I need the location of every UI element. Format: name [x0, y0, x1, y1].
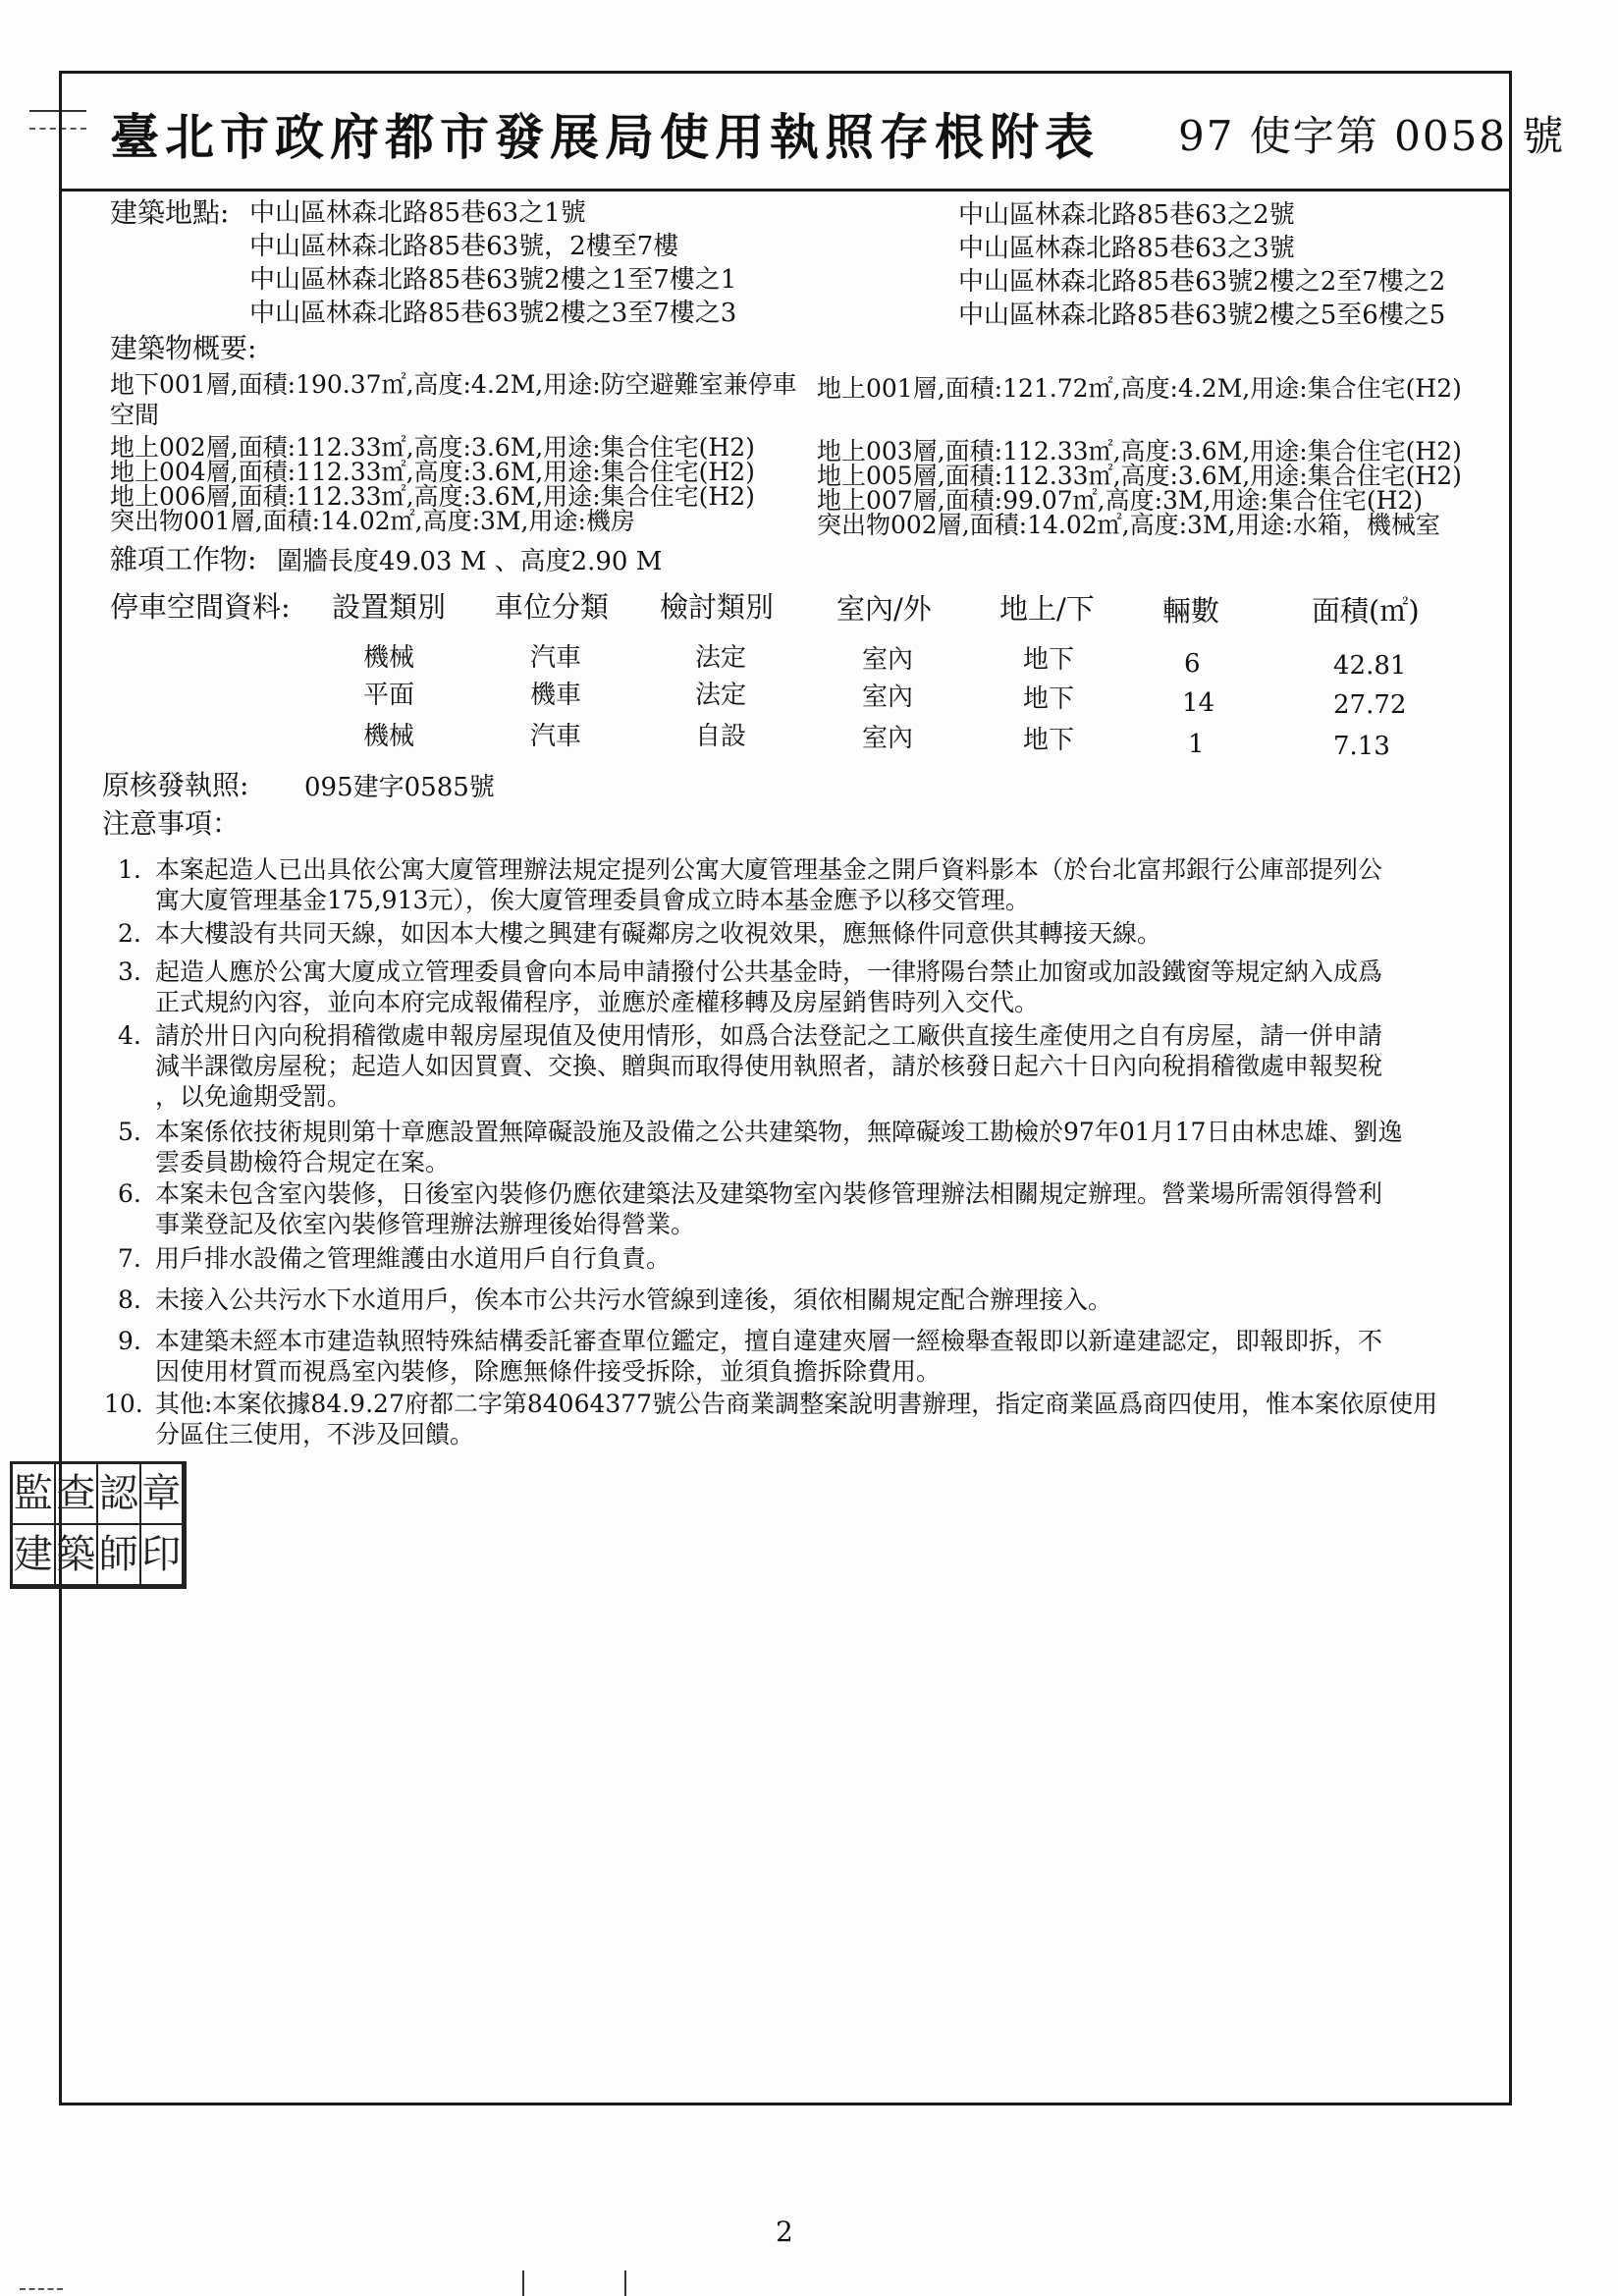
- note-item: [118, 1020, 1512, 1112]
- parking-cell: 機械: [363, 722, 415, 751]
- page-number: 2: [776, 2215, 793, 2248]
- note-line: 本案起造人已出具依公寓大廈管理辦法規定提列公寓大廈管理基金之開戶資料影本（於台北富邦銀行公庫部提列公: [155, 855, 1383, 884]
- note-line: 因使用材質而視爲室內裝修，除應無條件接受拆除，並須負擔拆除費用。: [155, 1357, 942, 1386]
- parking-cell: 機械: [363, 643, 415, 673]
- address-line: 中山區林森北路85巷63號2樓之1至7樓之1: [249, 265, 737, 295]
- parking-cell: 地下: [1023, 645, 1075, 675]
- note-item: [118, 1243, 1512, 1274]
- note-item: [118, 854, 1512, 915]
- parking-header: 面積(㎡): [1312, 594, 1420, 628]
- parking-header: 車位分類: [495, 590, 610, 624]
- address-line: 中山區林森北路85巷63之3號: [958, 234, 1295, 263]
- note-line: 分區住三使用，不涉及回饋。: [155, 1420, 475, 1449]
- seal-char: 建: [13, 1525, 56, 1586]
- floor-spec: 地上004層,面積:112.33㎡,高度:3.6M,用途:集合住宅(H2): [110, 458, 755, 486]
- scan-artifact-tick: [522, 2270, 524, 2296]
- note-item: [118, 1285, 1512, 1315]
- parking-cell: 27.72: [1333, 690, 1407, 720]
- parking-cell: 平面: [363, 681, 415, 710]
- floor-spec: 突出物002層,面積:14.02㎡,高度:3M,用途:水箱，機械室: [817, 511, 1440, 539]
- parking-header: 室內/外: [836, 592, 932, 626]
- parking-cell: 地下: [1023, 684, 1075, 714]
- parking-cell: 6: [1184, 649, 1201, 679]
- note-line: 其他:本案依據84.9.27府都二字第84064377號公告商業調整案說明書辦理，指定商業區爲商四使用，惟本案依原使用: [155, 1390, 1438, 1418]
- misc-works-value: 圍牆長度49.03 M 、高度2.90 M: [277, 547, 663, 576]
- parking-cell: 42.81: [1333, 651, 1407, 681]
- floor-spec: 空間: [110, 401, 160, 429]
- seal-char: 築: [56, 1525, 99, 1586]
- note-line: 本案未包含室內裝修，日後室內裝修仍應依建築法及建築物室內裝修管理辦法相關規定辦理。營業場所需領得營利: [155, 1179, 1383, 1208]
- note-number: 4.: [118, 1021, 141, 1050]
- permit-number: 97 使字第 0058 號: [1178, 112, 1566, 160]
- note-line: 用戶排水設備之管理維護由水道用戶自行負責。: [155, 1244, 672, 1273]
- seal-char: 認: [98, 1464, 141, 1525]
- address-line: 中山區林森北路85巷63號，2樓至7樓: [249, 232, 679, 261]
- parking-cell: 7.13: [1333, 732, 1390, 761]
- floor-spec: 地上005層,面積:112.33㎡,高度:3.6M,用途:集合住宅(H2): [817, 462, 1462, 490]
- note-line: 減半課徵房屋稅；起造人如因買賣、交換、贈與而取得使用執照者，請於核發日起六十日內向稅捐稽徵處申報契稅: [155, 1052, 1383, 1080]
- original-permit-value: 095建字0585號: [304, 773, 495, 802]
- note-item: [118, 1326, 1512, 1387]
- seal-char: 查: [56, 1464, 99, 1525]
- scan-artifact-dash: [20, 2288, 63, 2290]
- note-line: 本案係依技術規則第十章應設置無障礙設施及設備之公共建築物，無障礙竣工勘檢於97年01月17日由林忠雄、劉逸: [155, 1118, 1403, 1146]
- note-number: 1.: [118, 855, 141, 884]
- building-overview-label: 建築物概要:: [110, 332, 257, 364]
- parking-cell: 14: [1182, 688, 1215, 718]
- floor-spec: 突出物001層,面積:14.02㎡,高度:3M,用途:機房: [110, 507, 635, 535]
- note-line: 本大樓設有共同天線，如因本大樓之興建有礙鄰房之收視效果，應無條件同意供其轉接天線。: [155, 919, 1162, 948]
- parking-header: 設置類別: [332, 590, 447, 624]
- address-label: 建築地點:: [110, 196, 230, 229]
- seal-char: 章: [141, 1464, 185, 1525]
- parking-header: 輛數: [1162, 594, 1220, 628]
- parking-cell: 室內: [862, 724, 914, 753]
- floor-spec: 地上003層,面積:112.33㎡,高度:3.6M,用途:集合住宅(H2): [817, 437, 1462, 465]
- parking-cell: 法定: [695, 643, 747, 673]
- parking-header: 檢討類別: [660, 590, 775, 624]
- note-line: 未接入公共污水下水道用戶，俟本市公共污水管線到達後，須依相關規定配合辦理接入。: [155, 1285, 1113, 1314]
- note-number: 7.: [118, 1244, 141, 1273]
- note-number: 5.: [118, 1118, 141, 1146]
- address-line: 中山區林森北路85巷63號2樓之3至7樓之3: [249, 299, 737, 328]
- floor-spec: 地上006層,面積:112.33㎡,高度:3.6M,用途:集合住宅(H2): [110, 482, 755, 511]
- parking-cell: 汽車: [530, 643, 582, 673]
- floor-spec: 地上001層,面積:121.72㎡,高度:4.2M,用途:集合住宅(H2): [817, 374, 1462, 403]
- note-number: 8.: [118, 1285, 141, 1314]
- note-item: [104, 1389, 1512, 1449]
- parking-cell: 地下: [1023, 726, 1075, 755]
- address-line: 中山區林森北路85巷63之2號: [958, 200, 1295, 230]
- note-item: [118, 1117, 1512, 1177]
- seal-char: 師: [98, 1525, 141, 1586]
- seal-char: 監: [13, 1464, 56, 1525]
- seal-char: 印: [141, 1525, 185, 1586]
- note-number: 9.: [118, 1327, 141, 1355]
- parking-cell: 機車: [530, 681, 582, 710]
- note-item: [118, 918, 1512, 949]
- parking-cell: 法定: [695, 681, 747, 710]
- note-item: [118, 1178, 1512, 1239]
- note-line: 請於卅日內向稅捐稽徵處申報房屋現值及使用情形，如爲合法登記之工廠供直接生產使用之自有房屋，請一併申請: [155, 1021, 1383, 1050]
- note-line: 事業登記及依室內裝修管理辦法辦理後始得營業。: [155, 1210, 696, 1238]
- scan-artifact-tick: [624, 2270, 626, 2296]
- note-line: ，以免逾期受罰。: [155, 1082, 352, 1111]
- parking-label: 停車空間資料:: [110, 590, 291, 624]
- note-item: [118, 957, 1512, 1017]
- official-seal-stamp: [10, 1461, 187, 1589]
- note-line: 正式規約內容，並向本府完成報備程序，並應於產權移轉及房屋銷售時列入交代。: [155, 988, 1040, 1016]
- note-number: 6.: [118, 1179, 141, 1208]
- note-number: 3.: [118, 957, 141, 986]
- parking-cell: 汽車: [530, 722, 582, 751]
- address-line: 中山區林森北路85巷63號2樓之5至6樓之5: [958, 301, 1446, 330]
- misc-works-label: 雜項工作物:: [110, 543, 257, 575]
- parking-cell: 1: [1188, 730, 1205, 759]
- floor-spec: 地上007層,面積:99.07㎡,高度:3M,用途:集合住宅(H2): [817, 486, 1424, 515]
- parking-cell: 自設: [695, 722, 747, 751]
- floor-spec: 地下001層,面積:190.37㎡,高度:4.2M,用途:防空避難室兼停車: [110, 370, 797, 399]
- note-line: 雲委員勘檢符合規定在案。: [155, 1148, 451, 1176]
- document-title: 臺北市政府都市發展局使用執照存根附表: [110, 108, 1100, 166]
- address-line: 中山區林森北路85巷63號2樓之2至7樓之2: [958, 267, 1446, 297]
- parking-cell: 室內: [862, 683, 914, 712]
- note-line: 起造人應於公寓大廈成立管理委員會向本局申請撥付公共基金時，一律將陽台禁止加窗或加設鐵窗等規定納入成爲: [155, 957, 1383, 986]
- note-line: 本建築未經本市建造執照特殊結構委託審查單位鑑定，擅自違建夾層一經檢舉查報即以新違建認定，即報即拆，不: [155, 1327, 1383, 1355]
- notes-label: 注意事項：: [102, 807, 241, 840]
- original-permit-label: 原核發執照:: [102, 769, 249, 801]
- parking-header: 地上/下: [999, 592, 1095, 626]
- header-divider: [59, 189, 1512, 191]
- floor-spec: 地上002層,面積:112.33㎡,高度:3.6M,用途:集合住宅(H2): [110, 433, 755, 462]
- parking-cell: 室內: [862, 645, 914, 675]
- note-number: 2.: [118, 919, 141, 948]
- address-line: 中山區林森北路85巷63之1號: [249, 198, 586, 228]
- note-line: 寓大廈管理基金175,913元），俟大廈管理委員會成立時本基金應予以移交管理。: [155, 886, 1030, 914]
- note-number: 10.: [104, 1390, 143, 1418]
